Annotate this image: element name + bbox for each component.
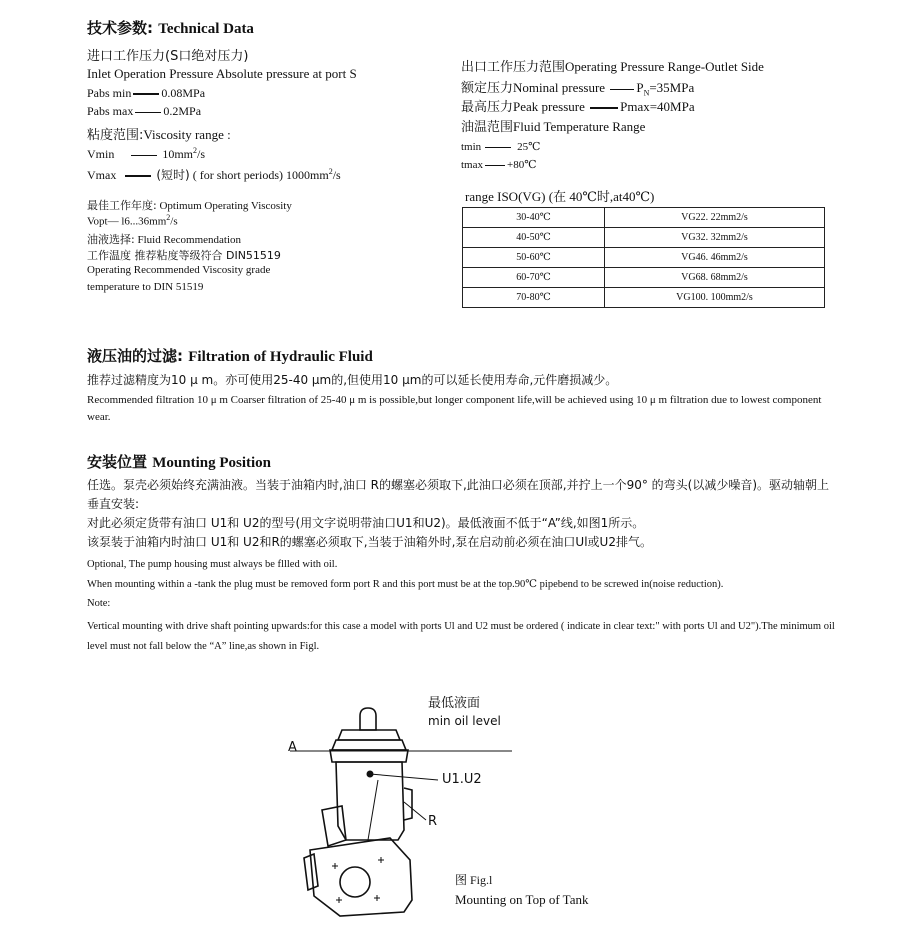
mounting-heading [87,451,271,472]
table-cell-grade: VG46. 46mm2/s [605,248,825,268]
min-level-cn: 最低液面 [428,696,481,711]
mounting-en-line4: Vertical mounting with drive shaft pointing upwards:for this case a model with ports Ul and U2 must be ordered ( indicate in clear text:" with ports Ul and U2").The minimum oil level must not fall below the “A” line,as shown in Figl. [87,621,835,652]
range-iso-row [465,186,654,205]
vmax-row [87,166,341,183]
vmax-en: ( for short periods) 1000mm [192,168,329,182]
pabs-min-value: 0.08MPa [161,86,206,100]
nominal-value: =35MPa [649,80,695,95]
vmax-cn: (短时) [156,168,190,182]
table-cell-temp: 60-70℃ [463,268,605,288]
dash [125,175,151,177]
table-row [463,208,825,228]
pabs-max-label: Pabs max [87,104,134,118]
vopt-sup: 2 [166,213,171,222]
fluid-en: Fluid Recommendation [137,234,242,246]
outlet-en: Operating Pressure Range-Outlet Side [565,59,764,74]
dash [485,147,511,148]
peak-en: Peak pressure [513,99,585,114]
vmin-label: Vmin [87,147,115,161]
tmax-value: +80℃ [507,159,537,171]
oiltemp-en: Fluid Temperature Range [513,119,646,134]
dash [131,155,157,156]
shaft-line [368,780,378,840]
filtration-cn-text: 推荐过滤精度为10 μ m。亦可使用25-40 μm的,但使用10 μm的可以延长使用寿命,元件磨损减少。 [87,373,618,387]
port-circle [340,867,370,897]
heading-en: Technical Data [158,21,254,37]
dash [610,89,634,90]
viscosity-range-row [87,124,231,143]
flange-mid [332,740,406,750]
technical-data-heading [87,17,254,38]
mounting-cn-line3: 该泵装于油箱内时油口 U1和 U2和R的螺塞必须取下,当装于油箱外时,泵在启动前必须在油口Ul或U2排气。 [87,535,652,549]
leader-u [370,774,438,780]
table-row [463,268,825,288]
fluid-recommendation-row [87,231,241,247]
heading-cn: 安装位置 [87,453,148,471]
mounting-en-line1: Optional, The pump housing must always be fllled with oil. [87,559,338,570]
u-port-dot [367,771,374,778]
vopt-row [87,213,178,228]
label-r: R [428,814,438,829]
temp-grade-en1: Operating Recommended Viscosity grade [87,264,271,276]
range-text-a: range ISO(VG) (在 40℃时, [465,189,614,204]
pabs-max-value: 0.2MPa [163,104,202,118]
mounting-en-line3: Note: [87,598,111,609]
figure-caption-cn: 图 Fig.l [455,873,493,887]
filtration-en-text: Recommended filtration 10 μ m Coarser filtration of 25-40 μ m is possible,but longer component life,will be achieved using 10 μ m filtration due to lowest component wear. [87,394,822,423]
vmin-row [87,146,205,162]
oiltemp-cn: 油温范围 [461,120,514,135]
table-row [463,288,825,308]
table-row [463,248,825,268]
label-u1u2: U1.U2 [442,772,482,787]
table-cell-grade: VG100. 100mm2/s [605,288,825,308]
nominal-cn: 额定压力 [461,81,514,96]
mounting-en-line2: When mounting within a -tank the plug must be removed form port R and this port must be at the top.90℃ pipebend to be screwed in(noise reduction). [87,579,724,590]
nominal-en: Nominal pressure [513,80,606,95]
dash [133,93,159,95]
vmin-value: 10mm [162,147,194,161]
dash [135,112,161,113]
heading-en: Mounting Position [152,455,272,471]
leader-r [404,802,426,820]
vopt-unit: /s [170,215,178,228]
lower-left-body [322,806,346,846]
vmin-sup: 2 [193,146,198,155]
peak-pressure-row [461,96,695,115]
viscosity-cn: 粘度范围: [87,128,144,143]
pabs-min-label: Pabs min [87,86,132,100]
pabs-max-row [87,104,201,119]
table-cell-temp: 30-40℃ [463,208,605,228]
heading-cn: 液压油的过滤: [87,347,183,365]
temp-grade-cn: 工作温度 推荐粘度等级符合 DIN51519 [87,249,281,262]
flange-top [338,730,400,740]
min-level-en: min oil level [428,714,501,728]
outlet-pressure-row [461,56,764,75]
vmax-unit: /s [332,168,341,182]
table-cell-grade: VG32. 32mm2/s [605,228,825,248]
inlet-pressure-cn: 进口工作压力(S口绝对压力) [87,49,249,64]
heading-en: Filtration of Hydraulic Fluid [188,349,373,365]
table-cell-temp: 70-80℃ [463,288,605,308]
vmin-unit: /s [197,147,206,161]
table-cell-grade: VG22. 22mm2/s [605,208,825,228]
table-cell-temp: 50-60℃ [463,248,605,268]
viscosity-table [462,207,825,308]
dash [485,165,505,166]
mounting-cn-line1: 任选。泵壳必须始终充满油液。当装于油箱内时,油口 R的螺塞必须取下,此油口必须在顶部,并拧上一个90° 的弯头(以减少噪音)。驱动轴朝上垂直安装: [87,478,830,511]
temp-grade-en2: temperature to DIN 51519 [87,281,204,293]
heading-cn: 技术参数: [87,19,153,37]
tmin-label: tmin [461,141,482,153]
pabs-min-row [87,86,205,101]
table-cell-grade: VG68. 68mm2/s [605,268,825,288]
flange-bottom [330,750,408,762]
nominal-sub: N [643,88,650,98]
filtration-heading [87,345,373,366]
optimum-viscosity-row [87,197,292,213]
tmin-value: 25℃ [517,141,541,153]
peak-cn: 最高压力 [461,100,514,115]
mounting-cn-line2: 对此必须定货带有油口 U1和 U2的型号(用文字说明带油口U1和U2)。最低液面不低于“A”线,如图1所示。 [87,516,645,530]
tmax-label: tmax [461,159,483,171]
nominal-p: P [636,80,644,95]
port-r-bulge [404,788,412,820]
fluid-cn: 油液选择: [87,233,135,246]
vopt-text: Vopt— l6...36mm [87,215,167,228]
peak-value: Pmax=40MPa [620,99,695,114]
fluid-temp-row [461,116,645,135]
viscosity-en: Viscosity range : [143,127,231,142]
optimum-cn: 最佳工作年度: [87,199,157,212]
table-cell-temp: 40-50℃ [463,228,605,248]
inlet-pressure-en: Inlet Operation Pressure Absolute pressure at port S [87,66,357,81]
vmax-sup: 2 [328,167,333,176]
tmin-row [461,140,540,153]
optimum-en: Optimum Operating Viscosity [159,200,292,212]
outlet-cn: 出口工作压力范围 [461,60,566,75]
dash [590,107,618,109]
drive-shaft [360,708,376,730]
range-text-b: at40℃) [613,189,655,204]
valve-block [310,838,412,916]
vmax-label: Vmax [87,168,117,182]
figure-caption-en: Mounting on Top of Tank [455,892,589,907]
tmax-row [461,158,537,171]
table-row [463,228,825,248]
label-a: A [288,740,297,755]
nominal-pressure-row [461,77,694,98]
